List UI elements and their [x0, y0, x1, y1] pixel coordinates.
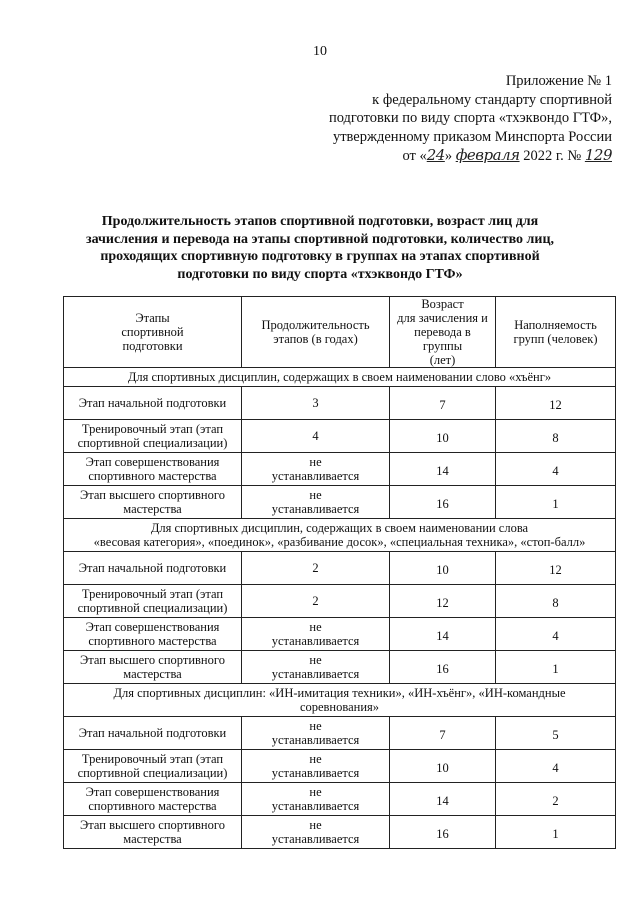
- stage-cell: Этап совершенствования спортивного мастерства: [64, 783, 242, 816]
- table-header-row: [64, 297, 616, 368]
- title-line: подготовки по виду спорта «тхэквондо ГТФ»: [177, 266, 463, 282]
- group-size-cell: 1: [496, 486, 616, 519]
- appendix-header: [252, 72, 612, 166]
- page-number: 10: [313, 44, 327, 59]
- group-size-cell: 8: [496, 420, 616, 453]
- stage-cell: Этап совершенствования спортивного мастерства: [64, 453, 242, 486]
- age-cell: 7: [390, 717, 496, 750]
- duration-cell: не устанавливается: [242, 651, 390, 684]
- date-year: 2022 г. №: [523, 148, 585, 164]
- header-stages: Этапы спортивной подготовки: [64, 297, 242, 368]
- age-cell: 16: [390, 651, 496, 684]
- table-row: [64, 420, 616, 453]
- table-group-row: [64, 519, 616, 552]
- group-title: Для спортивных дисциплин, содержащих в своем наименовании слова «весовая категория», «поединок», «разбивание досок», «специальная техника», «стоп-балл»: [64, 519, 616, 552]
- age-cell: 16: [390, 816, 496, 849]
- age-cell: 16: [390, 486, 496, 519]
- header-group-size: Наполняемость групп (человек): [496, 297, 616, 368]
- group-title: Для спортивных дисциплин: «ИН-имитация техники», «ИН-хъёнг», «ИН-командные соревнования»: [64, 684, 616, 717]
- stage-cell: Этап начальной подготовки: [64, 552, 242, 585]
- title-line: зачисления и перевода на этапы спортивной подготовки, количество лиц,: [85, 231, 555, 247]
- table-row: [64, 816, 616, 849]
- table-row: [64, 552, 616, 585]
- stage-cell: Этап высшего спортивного мастерства: [64, 486, 242, 519]
- duration-cell: не устанавливается: [242, 783, 390, 816]
- duration-cell: не устанавливается: [242, 486, 390, 519]
- header-duration: Продолжительность этапов (в годах): [242, 297, 390, 368]
- age-cell: 12: [390, 585, 496, 618]
- table-row: [64, 651, 616, 684]
- stage-cell: Тренировочный этап (этап спортивной специализации): [64, 585, 242, 618]
- title-line: Продолжительность этапов спортивной подготовки, возраст лиц для: [101, 214, 539, 229]
- table-row: [64, 618, 616, 651]
- table-row: [64, 486, 616, 519]
- age-cell: 10: [390, 552, 496, 585]
- table-row: [64, 453, 616, 486]
- duration-cell: не устанавливается: [242, 453, 390, 486]
- table-row: [64, 717, 616, 750]
- appendix-line: Приложение № 1: [505, 73, 612, 89]
- handwritten-order-number: 129: [584, 146, 612, 164]
- group-size-cell: 1: [496, 651, 616, 684]
- group-size-cell: 4: [496, 453, 616, 486]
- duration-cell: не устанавливается: [242, 717, 390, 750]
- table-row: [64, 585, 616, 618]
- age-cell: 10: [390, 750, 496, 783]
- group-size-cell: 8: [496, 585, 616, 618]
- table-group-row: [64, 368, 616, 387]
- header-age: Возраст для зачисления и перевода в группы (лет): [390, 297, 496, 368]
- appendix-line: к федеральному стандарту спортивной: [372, 91, 612, 108]
- handwritten-month: февраля: [455, 146, 520, 164]
- table-group-row: [64, 684, 616, 717]
- duration-cell: 3: [242, 387, 390, 420]
- age-cell: 10: [390, 420, 496, 453]
- stage-cell: Этап начальной подготовки: [64, 387, 242, 420]
- duration-cell: не устанавливается: [242, 618, 390, 651]
- group-size-cell: 12: [496, 552, 616, 585]
- sports-stages-table: [63, 296, 616, 849]
- handwritten-day: 24: [426, 146, 445, 164]
- stage-cell: Этап совершенствования спортивного мастерства: [64, 618, 242, 651]
- duration-cell: 2: [242, 585, 390, 618]
- duration-cell: 2: [242, 552, 390, 585]
- age-cell: 14: [390, 453, 496, 486]
- duration-cell: не устанавливается: [242, 816, 390, 849]
- age-cell: 14: [390, 618, 496, 651]
- stage-cell: Тренировочный этап (этап спортивной специализации): [64, 750, 242, 783]
- date-separator: »: [444, 148, 456, 164]
- title-line: проходящих спортивную подготовку в группах на этапах спортивной: [100, 249, 540, 264]
- duration-cell: не устанавливается: [242, 750, 390, 783]
- table-row: [64, 783, 616, 816]
- appendix-date-line: [252, 146, 612, 166]
- stage-cell: Этап начальной подготовки: [64, 717, 242, 750]
- group-title: Для спортивных дисциплин, содержащих в своем наименовании слово «хъёнг»: [64, 368, 616, 387]
- stage-cell: Этап высшего спортивного мастерства: [64, 816, 242, 849]
- table-row: [64, 387, 616, 420]
- group-size-cell: 2: [496, 783, 616, 816]
- duration-cell: 4: [242, 420, 390, 453]
- group-size-cell: 12: [496, 387, 616, 420]
- group-size-cell: 4: [496, 750, 616, 783]
- document-title: [40, 213, 600, 283]
- age-cell: 14: [390, 783, 496, 816]
- group-size-cell: 1: [496, 816, 616, 849]
- age-cell: 7: [390, 387, 496, 420]
- group-size-cell: 5: [496, 717, 616, 750]
- appendix-line: подготовки по виду спорта «тхэквондо ГТФ»,: [328, 110, 612, 126]
- table-row: [64, 750, 616, 783]
- group-size-cell: 4: [496, 618, 616, 651]
- stage-cell: Тренировочный этап (этап спортивной специализации): [64, 420, 242, 453]
- date-prefix: от «: [402, 148, 427, 164]
- stage-cell: Этап высшего спортивного мастерства: [64, 651, 242, 684]
- appendix-line: утвержденному приказом Минспорта России: [332, 128, 612, 145]
